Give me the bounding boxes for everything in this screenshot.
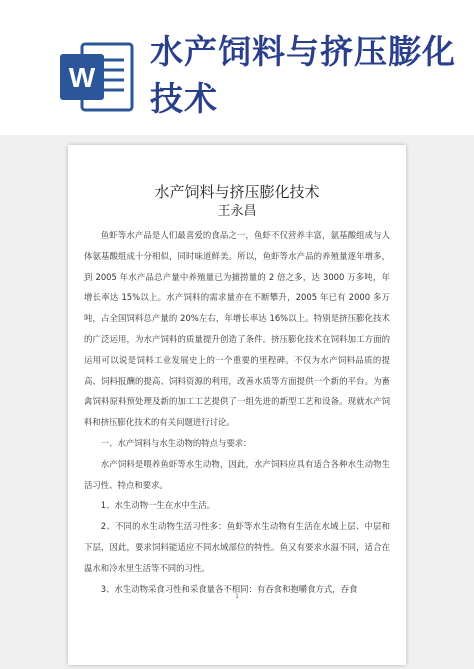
- paragraph: 一、水产饲料与水生动物的特点与要求：: [100, 437, 252, 448]
- document-page: [68, 145, 406, 665]
- word-document-icon: [58, 38, 136, 116]
- paragraph: 2、不同的水生动物生活习性多：鱼虾等水生动物有生活在水域上层、中层和下层，因此，要求饲料能适应不同水域部位的特性。鱼又有要求水温不同，适合在温水和冷水里生活等不同的习性。: [84, 521, 390, 573]
- paragraph: 1、水生动物一生在水中生活。: [100, 500, 215, 511]
- page-number: 1: [235, 593, 239, 600]
- document-viewer: [0, 135, 474, 669]
- document-title: 水产饲料与挤压膨化技术: [154, 183, 320, 201]
- word-logo-letter: W: [68, 62, 96, 93]
- paragraph: 水产饲料是喂养鱼虾等水生动物，因此，水产饲料应具有适合各种水生动物生活习性、特点和要求。: [84, 458, 390, 490]
- document-author: 王永昌: [217, 204, 257, 219]
- document-body: [84, 225, 390, 599]
- paragraph: 鱼虾等水产品是人们最喜爱的食品之一，鱼虾不仅营养丰富，氨基酸组成与人体氨基酸组成十分相似，同时味道鲜美。所以，鱼虾等水产品的养殖量逐年增多，到 2005 年水产品总产量中养殖量已为捕捞量的 2 倍之多，达 3000 万多吨，年增长率达 15%以上。水产饲料的需求量亦在不断攀升，2005 年已有 2000 多万吨，占全国饲料总产量的 20%左右，年增长率达 16%以上。特别是挤压膨化技术的广泛运用，为水产饲料的质量提升创造了条件。挤压膨化技术在饲料加工方面的运用可以说是饲料工业发展史上的一个重要的里程碑。不仅为水产饲料品质的提高、饲料报酬的提高、饲料资源的利用，改善水质等方面提供一个新的平台。为畜禽饲料原料预处理及新的加工工艺提供了一组先进的新型工艺和设备。现就水产饲料和挤压膨化技术的有关问题进行讨论。: [84, 230, 390, 428]
- banner-title: 水产饲料与挤压膨化技术: [150, 32, 456, 118]
- paragraph: 3、水生动物采食习性和采食量各不相同：有吞食和抱嚼食方式，吞食: [100, 583, 358, 594]
- header-banner: [0, 0, 474, 135]
